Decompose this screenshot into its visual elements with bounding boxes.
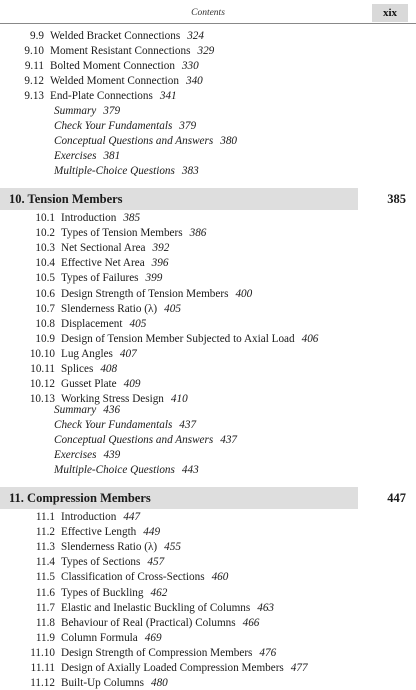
page-ref: 407 — [119, 347, 137, 360]
section-title: Column Formula — [61, 631, 138, 644]
page-ref: 380 — [220, 135, 237, 148]
page-ref: 477 — [290, 662, 308, 674]
toc-entry[interactable] — [0, 631, 162, 645]
section-number: 11.5 — [35, 571, 55, 584]
toc-entry[interactable] — [0, 332, 318, 346]
end-matter-entry[interactable] — [54, 403, 120, 417]
toc-entry[interactable] — [0, 661, 308, 675]
section-number: 9.12 — [24, 75, 44, 88]
page-header — [0, 0, 416, 26]
end-matter-title: Check Your Fundamentals — [54, 120, 173, 133]
section-title: Introduction — [61, 511, 117, 523]
page-ref: 462 — [150, 586, 168, 599]
section-number: 10.4 — [35, 257, 55, 270]
page-ref: 436 — [103, 404, 121, 416]
page-ref: 408 — [100, 363, 118, 375]
end-matter-title: Multiple-Choice Questions — [54, 165, 175, 178]
section-number: 9.11 — [24, 60, 44, 73]
toc-entry[interactable] — [0, 271, 162, 285]
end-matter-entry[interactable] — [54, 433, 237, 447]
end-matter-entry[interactable] — [54, 134, 237, 148]
page-ref: 439 — [103, 449, 121, 462]
page-ref: 476 — [259, 646, 277, 659]
page-ref: 409 — [123, 378, 141, 391]
toc-entry[interactable] — [0, 362, 117, 376]
section-title: Gusset Plate — [61, 378, 117, 391]
page-ref: 449 — [143, 526, 161, 539]
page-ref: 329 — [197, 45, 215, 58]
section-number: 9.13 — [24, 90, 44, 103]
toc-entry[interactable] — [0, 302, 181, 316]
section-number: 10.13 — [29, 393, 55, 406]
end-matter-entry[interactable] — [54, 418, 196, 432]
section-number: 10.6 — [35, 287, 55, 300]
toc-entry[interactable] — [0, 211, 140, 225]
toc-entry[interactable] — [0, 616, 259, 630]
end-matter-entry[interactable] — [54, 104, 120, 118]
section-number: 11.1 — [35, 511, 55, 523]
page-ref: 324 — [187, 30, 204, 42]
section-title: Slenderness Ratio (λ) — [61, 302, 158, 315]
toc-entry[interactable] — [0, 510, 140, 524]
page-ref: 340 — [185, 75, 203, 88]
page-ref: 455 — [164, 541, 181, 554]
page-ref: 392 — [152, 242, 170, 255]
section-number: 10.9 — [35, 332, 55, 345]
page-ref: 460 — [211, 571, 229, 584]
section-title: Built-Up Columns — [61, 677, 144, 690]
end-matter-title: Exercises — [54, 150, 97, 163]
page-ref: 400 — [235, 287, 253, 300]
page-ref: 385 — [123, 212, 141, 224]
section-title: Design of Tension Member Subjected to Axial Load — [61, 332, 295, 345]
page-ref: 399 — [145, 272, 163, 285]
end-matter-title: Summary — [54, 105, 97, 117]
section-title: Types of Tension Members — [61, 227, 183, 240]
page-number: xix — [372, 4, 408, 22]
toc-entry[interactable] — [0, 241, 169, 255]
page-ref: 443 — [181, 464, 199, 477]
page-ref: 437 — [179, 419, 197, 432]
section-number: 11.12 — [30, 677, 55, 690]
chapter-page: 447 — [387, 491, 406, 505]
page-ref: 447 — [123, 511, 141, 523]
toc-entry[interactable] — [0, 601, 274, 615]
toc-entry[interactable] — [0, 29, 204, 43]
page-ref: 463 — [257, 601, 275, 614]
page-ref: 466 — [242, 616, 260, 629]
section-number: 11.3 — [35, 541, 55, 554]
page-ref: 457 — [147, 556, 165, 569]
page-ref: 383 — [181, 165, 199, 178]
end-matter-entry[interactable] — [54, 448, 120, 462]
section-number: 11.4 — [35, 556, 55, 569]
page-ref: 405 — [164, 302, 181, 315]
section-title: Classification of Cross-Sections — [61, 571, 205, 584]
toc-entry[interactable] — [0, 287, 252, 301]
section-number: 11.6 — [35, 586, 55, 599]
section-title: Effective Net Area — [61, 257, 145, 270]
section-title: Design Strength of Compression Members — [61, 646, 253, 659]
toc-entry[interactable] — [0, 256, 168, 270]
section-title: Bolted Moment Connection — [50, 60, 175, 73]
section-number: 10.1 — [35, 212, 55, 224]
toc-entry[interactable] — [0, 44, 214, 58]
toc-entry[interactable] — [0, 226, 206, 240]
toc-entry[interactable] — [0, 377, 140, 391]
section-number: 10.12 — [29, 378, 55, 391]
section-title: Net Sectional Area — [61, 242, 146, 255]
end-matter-entry[interactable] — [54, 149, 120, 163]
toc-entry[interactable] — [0, 74, 203, 88]
section-title: Welded Moment Connection — [50, 75, 179, 88]
section-number: 11.8 — [35, 616, 55, 629]
page-ref: 469 — [144, 631, 162, 644]
end-matter-title: Multiple-Choice Questions — [54, 464, 175, 477]
toc-entry[interactable] — [0, 525, 160, 539]
end-matter-entry[interactable] — [54, 119, 196, 133]
toc-entry[interactable] — [0, 317, 146, 331]
section-title: Slenderness Ratio (λ) — [61, 541, 158, 554]
page-ref: 386 — [189, 227, 207, 240]
section-number: 9.10 — [24, 45, 44, 58]
section-title: Elastic and Inelastic Buckling of Columns — [61, 601, 251, 614]
section-title: Types of Sections — [61, 556, 141, 569]
end-matter-title: Summary — [54, 404, 97, 416]
section-number: 10.11 — [30, 363, 55, 375]
end-matter-title: Conceptual Questions and Answers — [54, 135, 214, 148]
section-number: 11.7 — [35, 601, 55, 614]
page-ref: 379 — [103, 105, 121, 117]
toc-entry[interactable] — [0, 540, 181, 554]
section-title: Design Strength of Tension Members — [61, 287, 229, 300]
chapter-title[interactable]: 10. Tension Members — [9, 192, 123, 206]
page-ref: 437 — [220, 434, 237, 447]
page-ref: 341 — [159, 90, 177, 103]
page-ref: 330 — [181, 60, 199, 73]
header-rule — [0, 23, 416, 24]
section-number: 10.8 — [35, 317, 55, 330]
end-matter-entry[interactable] — [54, 463, 199, 477]
section-number: 9.9 — [30, 30, 44, 42]
end-matter-entry[interactable] — [54, 164, 199, 178]
page-ref: 406 — [301, 332, 319, 345]
section-title: Design of Axially Loaded Compression Members — [61, 662, 284, 674]
section-number: 11.2 — [35, 526, 55, 539]
toc-entry[interactable] — [0, 59, 199, 73]
section-number: 10.10 — [29, 347, 55, 360]
page-ref: 410 — [170, 393, 188, 406]
toc-entry[interactable] — [0, 555, 164, 569]
section-title: Working Stress Design — [61, 393, 164, 406]
running-title: Contents — [191, 8, 225, 18]
section-title: Types of Failures — [61, 272, 139, 285]
end-matter-title: Check Your Fundamentals — [54, 419, 173, 432]
section-title: Introduction — [61, 212, 117, 224]
section-number: 10.3 — [35, 242, 55, 255]
toc-entry[interactable] — [0, 676, 168, 690]
section-number: 11.11 — [30, 662, 55, 674]
toc-entry[interactable] — [0, 570, 228, 584]
section-title: Lug Angles — [61, 347, 113, 360]
toc-entry[interactable] — [0, 89, 177, 103]
section-title: Moment Resistant Connections — [50, 45, 191, 58]
section-title: Displacement — [61, 317, 123, 330]
end-matter-title: Exercises — [54, 449, 97, 462]
toc-entry[interactable] — [0, 586, 167, 600]
section-title: Types of Buckling — [61, 586, 144, 599]
end-matter-title: Conceptual Questions and Answers — [54, 434, 214, 447]
page-ref: 381 — [103, 150, 121, 163]
toc-entry[interactable] — [0, 646, 276, 660]
page-ref: 480 — [150, 677, 168, 690]
section-title: Welded Bracket Connections — [50, 30, 181, 42]
page-ref: 405 — [129, 317, 147, 330]
section-title: Splices — [61, 363, 94, 375]
section-title: Behaviour of Real (Practical) Columns — [61, 616, 236, 629]
page-ref: 379 — [179, 120, 197, 133]
section-number: 11.9 — [35, 631, 55, 644]
section-number: 10.5 — [35, 272, 55, 285]
section-title: Effective Length — [61, 526, 137, 539]
section-number: 10.2 — [35, 227, 55, 240]
section-number: 11.10 — [30, 646, 55, 659]
chapter-title[interactable]: 11. Compression Members — [9, 491, 151, 505]
page-ref: 396 — [151, 257, 169, 270]
section-number: 10.7 — [35, 302, 55, 315]
toc-entry[interactable] — [0, 347, 137, 361]
section-title: End-Plate Connections — [50, 90, 153, 103]
chapter-page: 385 — [387, 192, 406, 206]
